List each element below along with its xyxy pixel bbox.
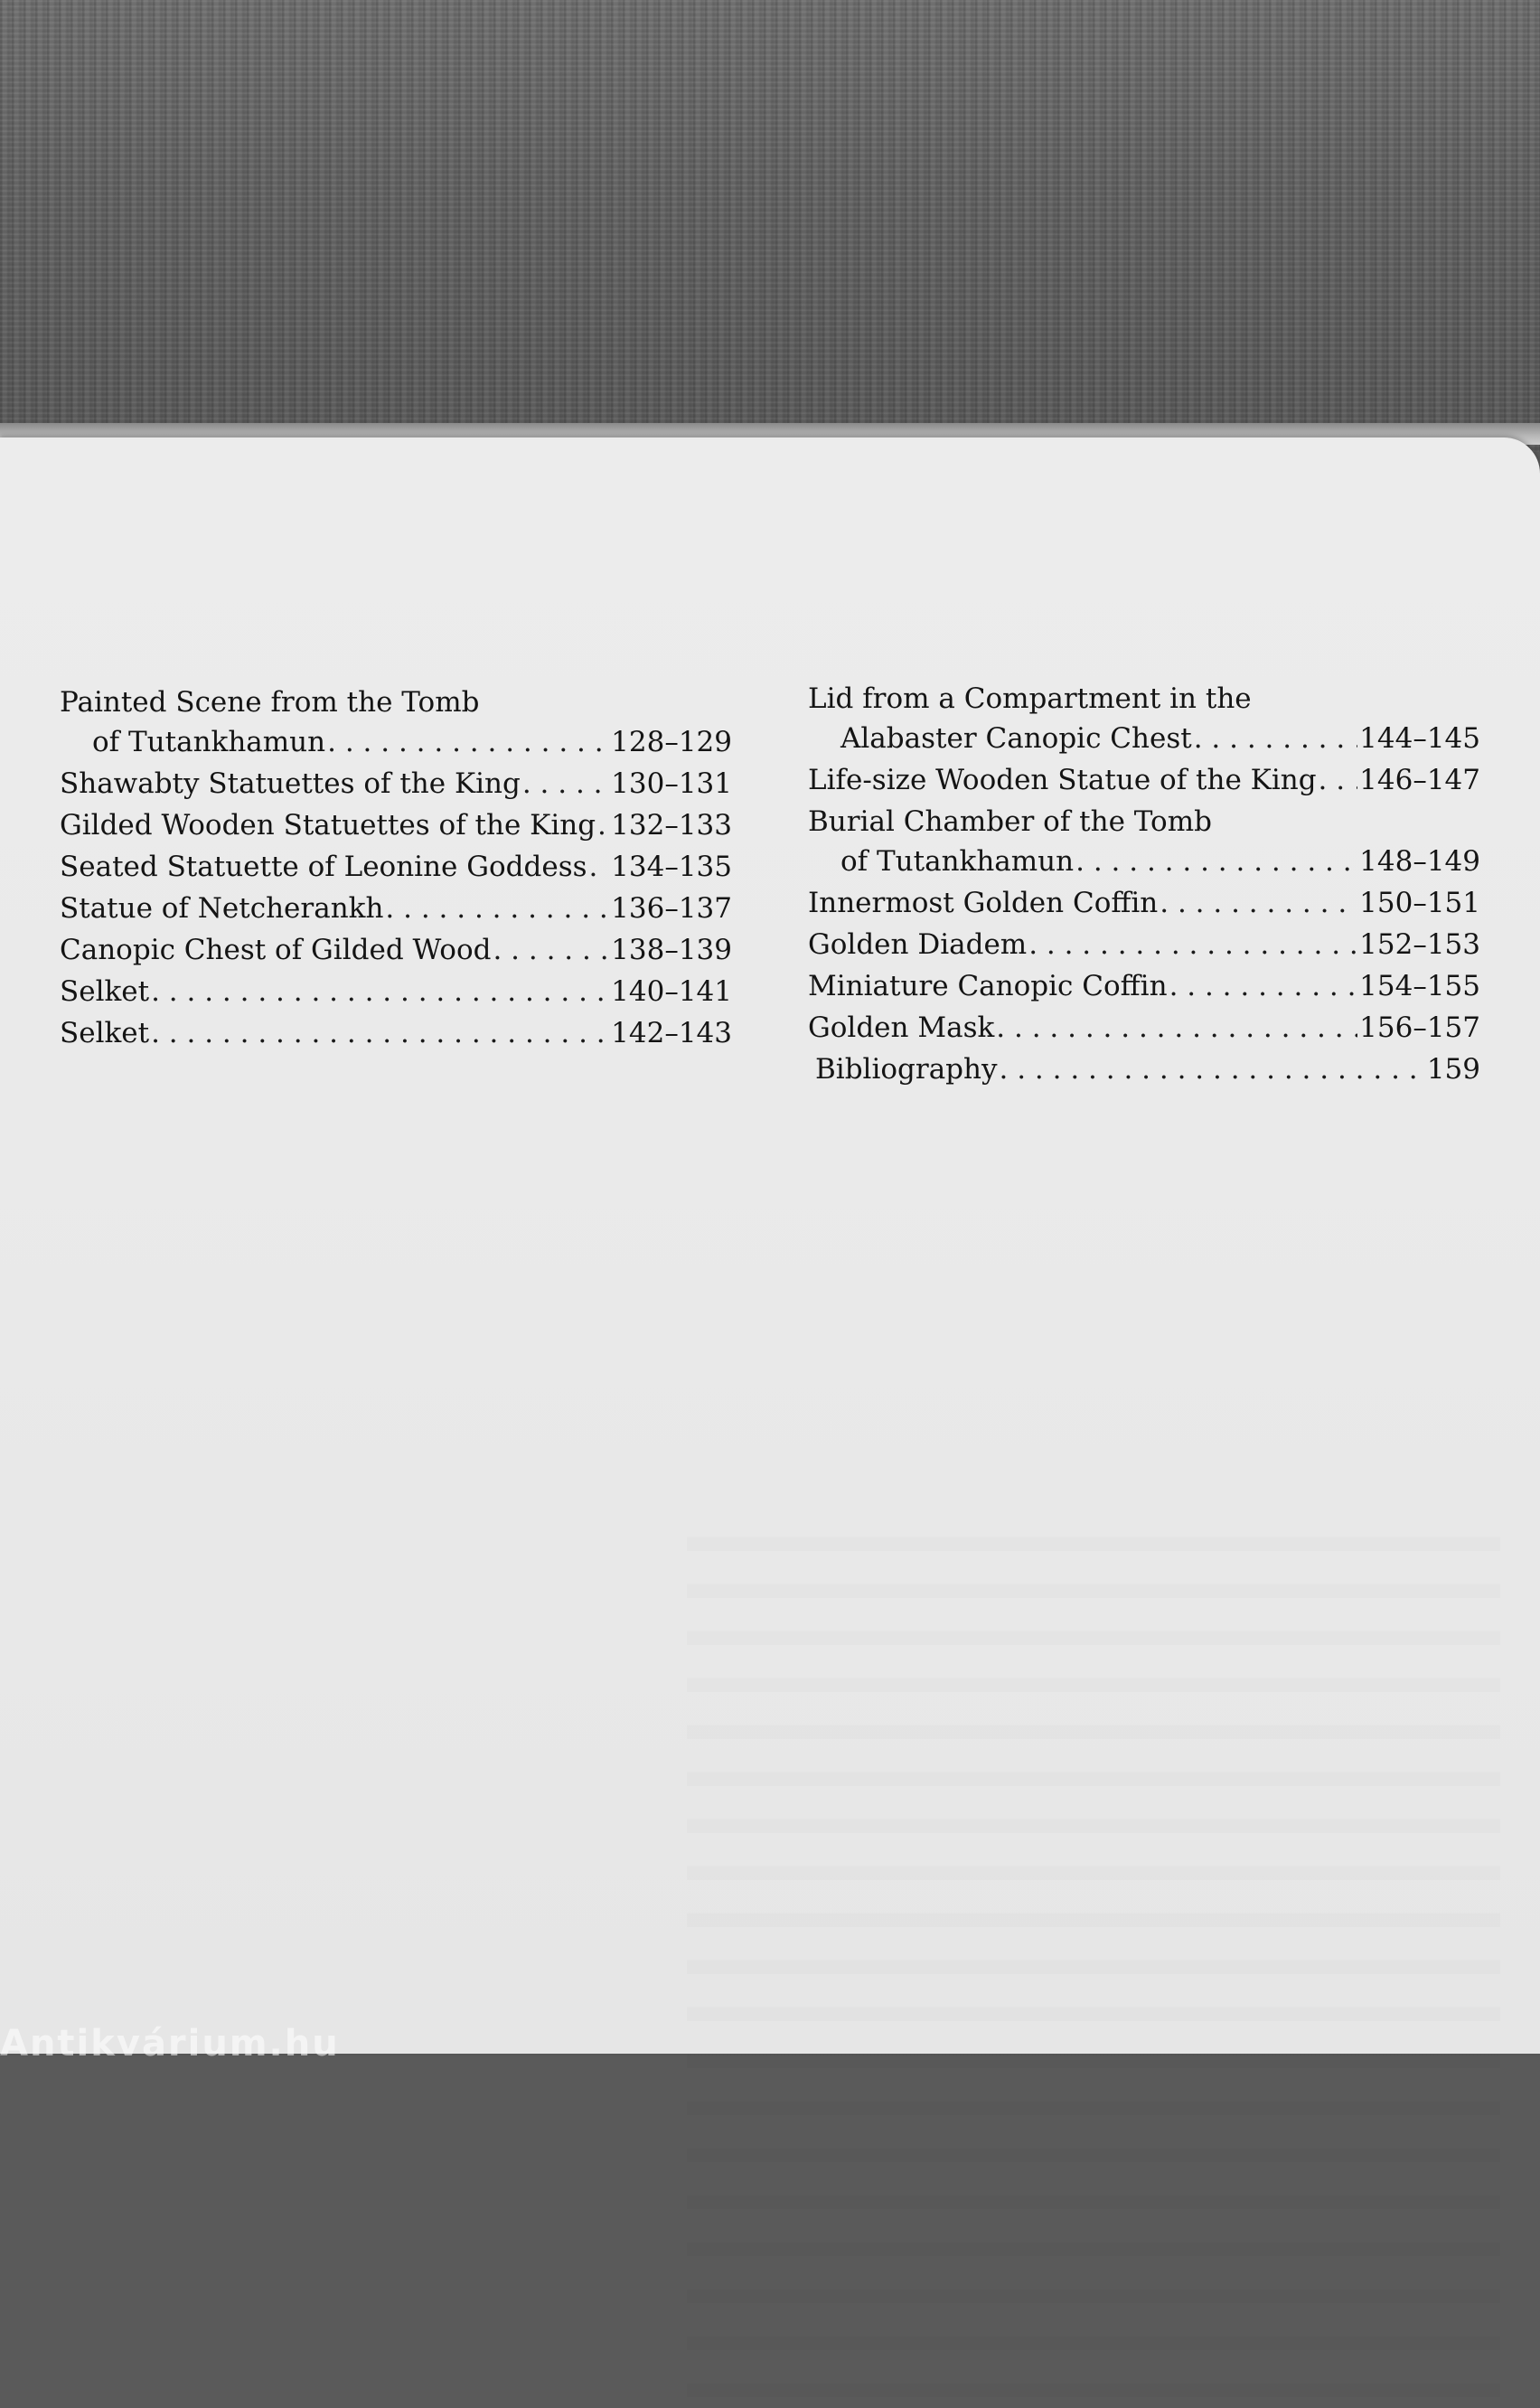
toc-entry-title: Seated Statuette of Leonine Goddess	[60, 851, 587, 883]
toc-entry-pages: 159	[1426, 1053, 1480, 1086]
toc-entry-title: Gilded Wooden Statuettes of the King	[60, 809, 596, 842]
show-through-text	[687, 1504, 1500, 2408]
toc-entry-title: Selket	[60, 1017, 150, 1049]
toc-entry	[60, 1012, 732, 1054]
toc-entry-pages: 136–137	[611, 892, 732, 925]
toc-entry-pages: 146–147	[1359, 764, 1480, 796]
dot-leader	[996, 1007, 1357, 1049]
toc-entry	[808, 678, 1480, 759]
dot-leader	[1000, 1049, 1425, 1090]
toc-entry-pages: 150–151	[1359, 887, 1480, 919]
toc-entry-row	[808, 841, 1480, 882]
dot-leader	[1160, 882, 1357, 924]
toc-entry-title: Golden Mask	[808, 1011, 995, 1044]
toc-entry-title: Statue of Netcherankh	[60, 892, 384, 925]
toc-entry-pages: 152–153	[1359, 928, 1480, 961]
dot-leader	[522, 763, 609, 804]
dot-leader	[151, 1012, 609, 1054]
dot-leader	[1028, 924, 1357, 965]
dot-leader	[1194, 718, 1357, 759]
toc-entry-pages: 138–139	[611, 934, 732, 966]
dot-leader	[1319, 759, 1358, 801]
toc-entry	[60, 682, 732, 763]
toc-entry-pages: 156–157	[1359, 1011, 1480, 1044]
toc-entry-pages: 142–143	[611, 1017, 732, 1049]
dot-leader	[589, 846, 610, 888]
toc-entry-title: Canopic Chest of Gilded Wood	[60, 934, 492, 966]
toc-entry-title: Miniature Canopic Coffin	[808, 970, 1168, 1002]
toc-entry-pages: 128–129	[611, 726, 732, 758]
dot-leader	[151, 971, 609, 1012]
toc-entry	[60, 971, 732, 1012]
toc-entry	[60, 763, 732, 804]
toc-entry-pages: 144–145	[1359, 722, 1480, 755]
toc-entry-pages: 140–141	[611, 975, 732, 1008]
toc-entry	[808, 801, 1480, 882]
toc-entry-pages: 132–133	[611, 809, 732, 842]
dot-leader	[385, 888, 609, 929]
toc-right-column	[808, 678, 1480, 1090]
dot-leader	[1169, 965, 1358, 1007]
toc-entry	[808, 924, 1480, 965]
toc-entry-title-line: Painted Scene from the Tomb	[60, 686, 480, 719]
toc-entry	[808, 1007, 1480, 1049]
watermark: Antikvárium.hu	[0, 2023, 340, 2065]
toc-entry-row	[808, 718, 1480, 759]
toc-entry-pages: 134–135	[611, 851, 732, 883]
toc-entry	[808, 965, 1480, 1007]
toc-entry	[60, 846, 732, 888]
toc-entry-title-line: Lid from a Compartment in the	[808, 682, 1252, 715]
dot-leader	[493, 929, 609, 971]
toc-entry-title: Shawabty Statuettes of the King	[60, 767, 521, 800]
toc-entry	[808, 882, 1480, 924]
toc-entry	[60, 888, 732, 929]
toc-left-column	[60, 682, 732, 1054]
toc-entry-title: Alabaster Canopic Chest	[840, 722, 1192, 755]
dot-leader	[597, 804, 609, 846]
toc-entry-pages: 154–155	[1359, 970, 1480, 1002]
toc-entry-title: Innermost Golden Coffin	[808, 887, 1159, 919]
toc-entry-title-line: Burial Chamber of the Tomb	[808, 805, 1212, 838]
toc-entry	[60, 804, 732, 846]
toc-entry	[808, 1049, 1480, 1090]
toc-entry	[808, 759, 1480, 801]
toc-entry-pages: 148–149	[1359, 845, 1480, 878]
toc-entry-title: Golden Diadem	[808, 928, 1028, 961]
toc-entry	[60, 929, 732, 971]
toc-entry-pages: 130–131	[611, 767, 732, 800]
dot-leader	[327, 721, 609, 763]
dot-leader	[1075, 841, 1357, 882]
toc-entry-row	[60, 721, 732, 763]
toc-entry-title: of Tutankhamun	[840, 845, 1075, 878]
toc-entry-title: of Tutankhamun	[92, 726, 326, 758]
wooden-table-background	[0, 0, 1540, 452]
toc-entry-title: Selket	[60, 975, 150, 1008]
toc-entry-title: Life-size Wooden Statue of the King	[808, 764, 1317, 796]
toc-entry-title: Bibliography	[815, 1053, 998, 1086]
